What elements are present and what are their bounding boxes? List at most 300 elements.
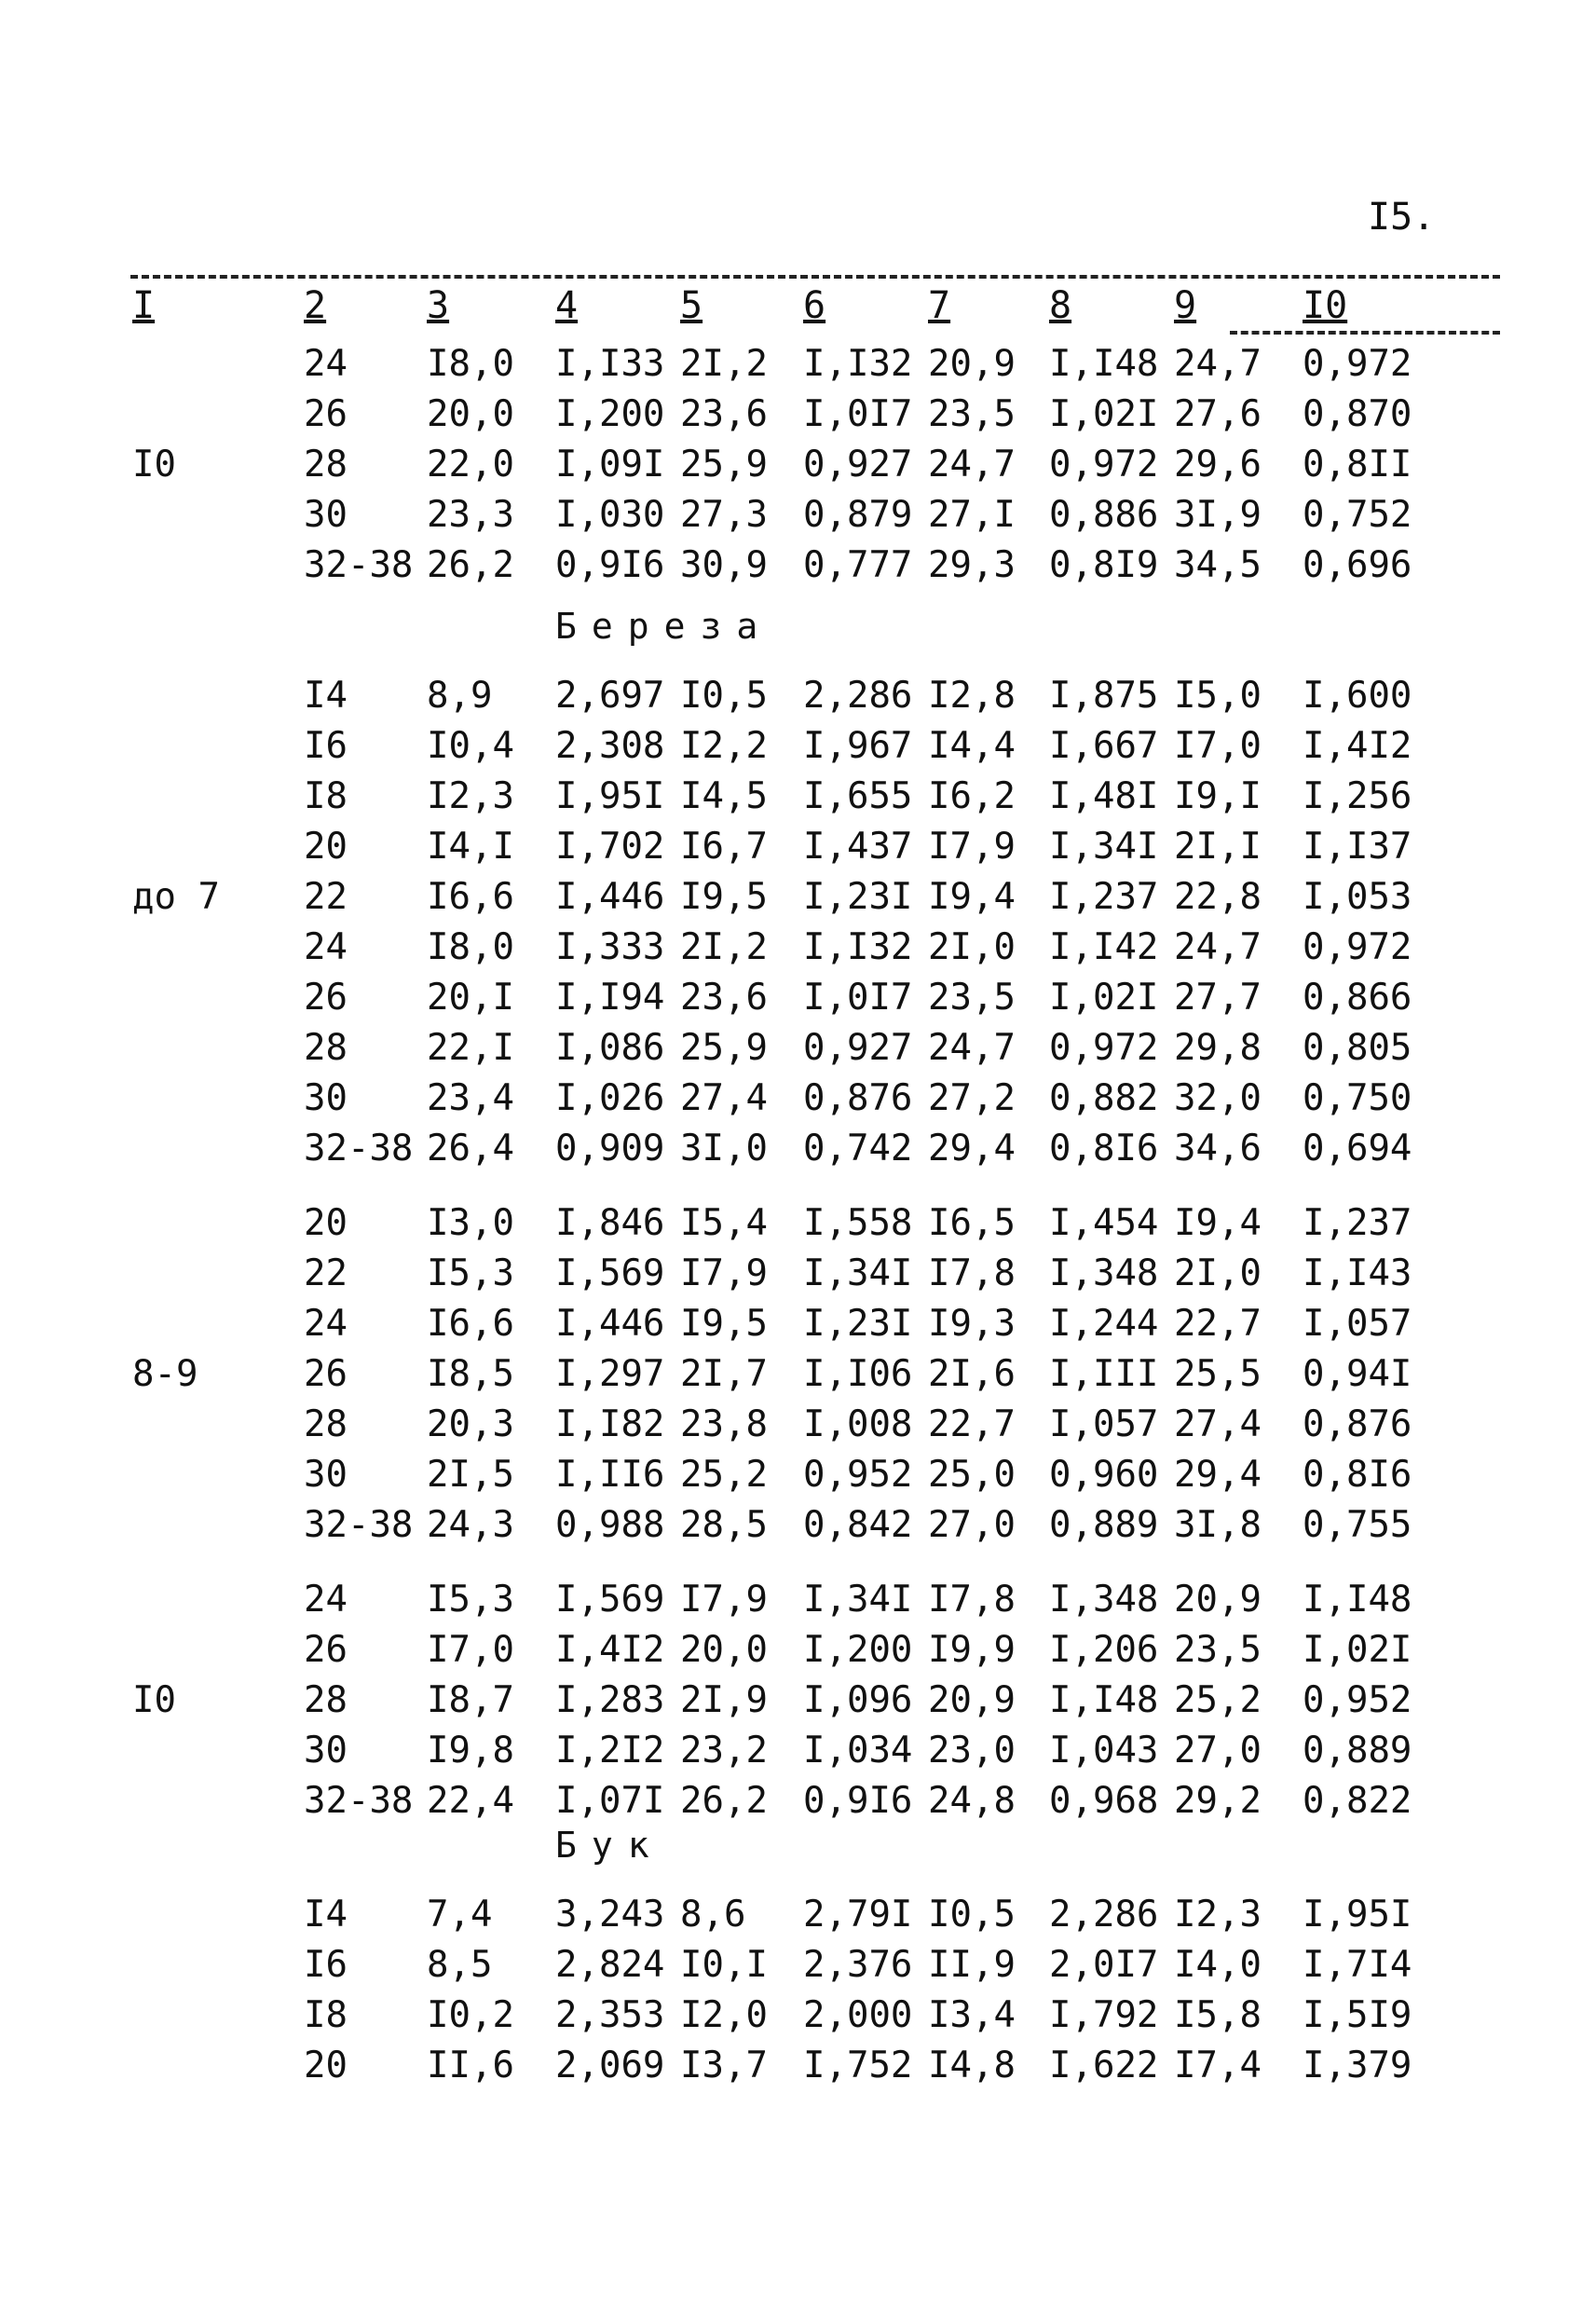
table-cell: 2I,6	[928, 1353, 1016, 1395]
table-cell: I,07I	[555, 1780, 665, 1822]
table-cell: 2I,2	[680, 343, 768, 385]
table-cell: I,34I	[1049, 826, 1159, 868]
table-cell: I6	[304, 1944, 348, 1986]
table-cell: I5,4	[680, 1202, 768, 1244]
table-cell: I,4I2	[1303, 725, 1412, 767]
table-cell: I,622	[1049, 2045, 1159, 2086]
table-cell: I,200	[803, 1629, 913, 1671]
table-cell: 0,876	[1303, 1403, 1412, 1445]
table-cell: I,244	[1049, 1303, 1159, 1345]
table-cell: I,752	[803, 2045, 913, 2086]
table-cell: 23,5	[928, 977, 1016, 1019]
column-header: I	[132, 284, 156, 327]
table-row	[0, 1579, 1596, 1625]
table-cell: 24,3	[427, 1504, 514, 1546]
table-cell: I4,4	[928, 725, 1016, 767]
table-cell: I7,4	[1174, 2045, 1262, 2086]
table-cell: 0,8I9	[1049, 544, 1159, 586]
table-cell: 29,4	[1174, 1454, 1262, 1496]
table-cell: I0,I	[680, 1944, 768, 1986]
table-cell: 0,972	[1049, 1027, 1159, 1069]
table-cell: I,2I2	[555, 1730, 665, 1772]
table-cell: I0,5	[680, 675, 768, 717]
table-cell: 26	[304, 977, 348, 1019]
table-cell: 20,0	[427, 393, 514, 435]
table-cell: 20	[304, 826, 348, 868]
table-cell: II,9	[928, 1944, 1016, 1986]
table-cell: I,I94	[555, 977, 665, 1019]
table-cell: 28	[304, 444, 348, 486]
table-cell: 27,7	[1174, 977, 1262, 1019]
page-number: I5.	[1368, 196, 1436, 239]
table-cell: 27,4	[1174, 1403, 1262, 1445]
table-cell: I,057	[1303, 1303, 1412, 1345]
table-cell: I,206	[1049, 1629, 1159, 1671]
table-cell: 0,882	[1049, 1077, 1159, 1119]
table-cell: I,I06	[803, 1353, 913, 1395]
table-cell: 25,5	[1174, 1353, 1262, 1395]
table-cell: I6,6	[427, 1303, 514, 1345]
table-cell: I,379	[1303, 2045, 1412, 2086]
table-cell: 22,8	[1174, 876, 1262, 918]
table-row	[0, 977, 1596, 1023]
table-cell: 8,6	[680, 1894, 746, 1936]
table-cell: 20,0	[680, 1629, 768, 1671]
table-cell: I7,9	[680, 1252, 768, 1294]
table-cell: I,7I4	[1303, 1944, 1412, 1986]
table-cell: I9,4	[1174, 1202, 1262, 1244]
table-cell: 24,7	[1174, 926, 1262, 968]
species-label-bereza: Береза	[555, 606, 773, 647]
table-cell: 30	[304, 1077, 348, 1119]
table-cell: 20,9	[928, 343, 1016, 385]
group-label: I0	[132, 444, 176, 486]
table-cell: 2,286	[803, 675, 913, 717]
table-cell: I,I48	[1303, 1579, 1412, 1621]
table-cell: I,333	[555, 926, 665, 968]
table-cell: 23,5	[928, 393, 1016, 435]
table-cell: 29,3	[928, 544, 1016, 586]
table-cell: 0,8I6	[1303, 1454, 1412, 1496]
table-cell: I,237	[1303, 1202, 1412, 1244]
table-row	[0, 1128, 1596, 1174]
table-cell: I,030	[555, 494, 665, 536]
group-label: I0	[132, 1679, 176, 1721]
table-cell: I8,0	[427, 926, 514, 968]
table-cell: I2,3	[1174, 1894, 1262, 1936]
table-cell: I,792	[1049, 1994, 1159, 2036]
table-cell: 2I,I	[1174, 826, 1262, 868]
table-cell: 0,960	[1049, 1454, 1159, 1496]
column-header: 3	[427, 284, 450, 327]
table-cell: 29,6	[1174, 444, 1262, 486]
table-cell: 20	[304, 2045, 348, 2086]
table-cell: I,569	[555, 1579, 665, 1621]
table-cell: 27,6	[1174, 393, 1262, 435]
table-row	[0, 393, 1596, 440]
table-cell: I,655	[803, 775, 913, 817]
table-cell: 25,2	[1174, 1679, 1262, 1721]
table-cell: I,446	[555, 1303, 665, 1345]
table-cell: 0,972	[1049, 444, 1159, 486]
table-cell: I4,0	[1174, 1944, 1262, 1986]
table-cell: I,02I	[1049, 393, 1159, 435]
table-cell: 2I,2	[680, 926, 768, 968]
table-cell: I9,5	[680, 1303, 768, 1345]
table-cell: 2I,9	[680, 1679, 768, 1721]
table-cell: 2I,5	[427, 1454, 514, 1496]
table-cell: I9,4	[928, 876, 1016, 918]
table-cell: 22,0	[427, 444, 514, 486]
table-cell: 23,6	[680, 977, 768, 1019]
table-cell: I9,8	[427, 1730, 514, 1772]
table-cell: 0,952	[1303, 1679, 1412, 1721]
column-header: 2	[304, 284, 327, 327]
table-cell: 20,9	[1174, 1579, 1262, 1621]
table-cell: I,437	[803, 826, 913, 868]
table-cell: I,846	[555, 1202, 665, 1244]
column-header: 5	[680, 284, 703, 327]
column-header: 8	[1049, 284, 1072, 327]
table-cell: I,200	[555, 393, 665, 435]
table-cell: I,23I	[803, 876, 913, 918]
table-cell: 25,9	[680, 444, 768, 486]
table-cell: 27,3	[680, 494, 768, 536]
table-cell: 2,308	[555, 725, 665, 767]
table-cell: 0,8II	[1303, 444, 1412, 486]
table-cell: I7,0	[427, 1629, 514, 1671]
table-row	[0, 1027, 1596, 1074]
table-cell: I,446	[555, 876, 665, 918]
table-row	[0, 1403, 1596, 1450]
table-cell: 20,9	[928, 1679, 1016, 1721]
table-cell: 3I,9	[1174, 494, 1262, 536]
table-cell: 2,376	[803, 1944, 913, 1986]
table-cell: 20	[304, 1202, 348, 1244]
table-row	[0, 494, 1596, 540]
table-cell: 30,9	[680, 544, 768, 586]
table-cell: 23,3	[427, 494, 514, 536]
table-cell: I,569	[555, 1252, 665, 1294]
table-cell: I7,9	[680, 1579, 768, 1621]
table-cell: 0,909	[555, 1128, 665, 1170]
table-cell: 0,805	[1303, 1027, 1412, 1069]
table-cell: I,297	[555, 1353, 665, 1395]
table-row	[0, 876, 1596, 923]
table-row	[0, 1780, 1596, 1826]
table-cell: 30	[304, 1454, 348, 1496]
table-cell: 7,4	[427, 1894, 493, 1936]
table-cell: I8	[304, 775, 348, 817]
group-label: 8-9	[132, 1353, 198, 1395]
table-row	[0, 444, 1596, 490]
table-cell: I,II6	[555, 1454, 665, 1496]
table-cell: 25,9	[680, 1027, 768, 1069]
table-cell: 24	[304, 1579, 348, 1621]
table-cell: 8,9	[427, 675, 493, 717]
table-cell: 23,2	[680, 1730, 768, 1772]
table-cell: 2,697	[555, 675, 665, 717]
table-cell: I,237	[1049, 876, 1159, 918]
table-cell: 23,5	[1174, 1629, 1262, 1671]
table-cell: I2,3	[427, 775, 514, 817]
table-cell: I,967	[803, 725, 913, 767]
table-cell: 32-38	[304, 1128, 414, 1170]
table-cell: I6,5	[928, 1202, 1016, 1244]
table-cell: 22,4	[427, 1780, 514, 1822]
table-cell: 2I,7	[680, 1353, 768, 1395]
group-label: до 7	[132, 876, 220, 918]
table-cell: I8,0	[427, 343, 514, 385]
table-cell: I9,5	[680, 876, 768, 918]
table-row	[0, 2045, 1596, 2091]
table-cell: I,09I	[555, 444, 665, 486]
table-cell: I,I32	[803, 343, 913, 385]
table-cell: 0,927	[803, 444, 913, 486]
table-cell: 22	[304, 1252, 348, 1294]
table-cell: 0,94I	[1303, 1353, 1412, 1395]
table-cell: 24	[304, 1303, 348, 1345]
table-cell: 24	[304, 926, 348, 968]
table-cell: 28	[304, 1027, 348, 1069]
table-cell: 0,752	[1303, 494, 1412, 536]
header-rule-bottom	[1230, 331, 1500, 335]
table-cell: 27,2	[928, 1077, 1016, 1119]
table-cell: 27,I	[928, 494, 1016, 536]
table-cell: I6,6	[427, 876, 514, 918]
table-cell: I,600	[1303, 675, 1412, 717]
table-row	[0, 675, 1596, 721]
table-cell: I4	[304, 1894, 348, 1936]
table-cell: I,34I	[803, 1579, 913, 1621]
table-cell: 0,755	[1303, 1504, 1412, 1546]
table-cell: 24,8	[928, 1780, 1016, 1822]
header-rule-top	[130, 275, 1500, 279]
table-row	[0, 775, 1596, 822]
table-cell: I6,2	[928, 775, 1016, 817]
table-cell: I,086	[555, 1027, 665, 1069]
table-cell: I,348	[1049, 1252, 1159, 1294]
table-cell: I8,5	[427, 1353, 514, 1395]
table-cell: 32,0	[1174, 1077, 1262, 1119]
table-cell: I5,3	[427, 1579, 514, 1621]
table-cell: I,043	[1049, 1730, 1159, 1772]
table-row	[0, 926, 1596, 973]
table-cell: 28	[304, 1679, 348, 1721]
table-cell: 23,0	[928, 1730, 1016, 1772]
table-cell: 25,2	[680, 1454, 768, 1496]
table-cell: 27,4	[680, 1077, 768, 1119]
table-cell: I,875	[1049, 675, 1159, 717]
column-header: I0	[1303, 284, 1348, 327]
table-cell: 24,7	[928, 444, 1016, 486]
table-cell: I3,4	[928, 1994, 1016, 2036]
table-cell: I5,0	[1174, 675, 1262, 717]
table-cell: 26,4	[427, 1128, 514, 1170]
table-cell: 28,5	[680, 1504, 768, 1546]
table-cell: 32-38	[304, 1780, 414, 1822]
table-cell: 8,5	[427, 1944, 493, 1986]
table-cell: 30	[304, 494, 348, 536]
table-cell: I2,2	[680, 725, 768, 767]
table-cell: I5,3	[427, 1252, 514, 1294]
table-row	[0, 343, 1596, 390]
table-cell: I,I48	[1049, 1679, 1159, 1721]
table-cell: I6,7	[680, 826, 768, 868]
table-cell: I8	[304, 1994, 348, 2036]
table-cell: 32-38	[304, 544, 414, 586]
table-cell: 0,972	[1303, 926, 1412, 968]
table-cell: I,558	[803, 1202, 913, 1244]
table-cell: 0,879	[803, 494, 913, 536]
table-cell: I,0I7	[803, 393, 913, 435]
table-cell: 27,0	[1174, 1730, 1262, 1772]
table-cell: 2,824	[555, 1944, 665, 1986]
table-cell: 26	[304, 1629, 348, 1671]
table-cell: I9,9	[928, 1629, 1016, 1671]
table-cell: 0,8I6	[1049, 1128, 1159, 1170]
table-cell: 34,6	[1174, 1128, 1262, 1170]
table-cell: I,454	[1049, 1202, 1159, 1244]
table-cell: 26	[304, 393, 348, 435]
table-cell: I7,8	[928, 1579, 1016, 1621]
table-cell: 3,243	[555, 1894, 665, 1936]
table-cell: I,053	[1303, 876, 1412, 918]
table-cell: I,034	[803, 1730, 913, 1772]
table-cell: I,256	[1303, 775, 1412, 817]
table-cell: 2I,0	[1174, 1252, 1262, 1294]
table-cell: I,95I	[1303, 1894, 1412, 1936]
table-cell: I,008	[803, 1403, 913, 1445]
table-cell: 23,6	[680, 393, 768, 435]
table-cell: 0,927	[803, 1027, 913, 1069]
table-cell: I6	[304, 725, 348, 767]
table-cell: 0,876	[803, 1077, 913, 1119]
table-cell: 0,822	[1303, 1780, 1412, 1822]
table-cell: I9,3	[928, 1303, 1016, 1345]
table-cell: I,4I2	[555, 1629, 665, 1671]
table-cell: 3I,0	[680, 1128, 768, 1170]
table-cell: 0,889	[1303, 1730, 1412, 1772]
table-cell: 20,I	[427, 977, 514, 1019]
table-cell: I4,5	[680, 775, 768, 817]
table-cell: 0,750	[1303, 1077, 1412, 1119]
table-cell: 0,777	[803, 544, 913, 586]
table-cell: 2,0I7	[1049, 1944, 1159, 1986]
table-cell: I4,I	[427, 826, 514, 868]
table-cell: I,I32	[803, 926, 913, 968]
table-cell: I,026	[555, 1077, 665, 1119]
table-cell: I0,4	[427, 725, 514, 767]
table-cell: 2,069	[555, 2045, 665, 2086]
table-cell: I,283	[555, 1679, 665, 1721]
table-cell: 26,2	[680, 1780, 768, 1822]
table-row	[0, 1353, 1596, 1400]
table-row	[0, 1454, 1596, 1500]
table-cell: 22,I	[427, 1027, 514, 1069]
table-row	[0, 1629, 1596, 1676]
table-cell: 22,7	[928, 1403, 1016, 1445]
table-cell: I,02I	[1303, 1629, 1412, 1671]
table-row	[0, 725, 1596, 772]
table-cell: I7,9	[928, 826, 1016, 868]
table-cell: I2,0	[680, 1994, 768, 2036]
table-cell: 0,972	[1303, 343, 1412, 385]
table-cell: I,34I	[803, 1252, 913, 1294]
table-row	[0, 1894, 1596, 1940]
table-cell: I7,8	[928, 1252, 1016, 1294]
table-cell: 0,968	[1049, 1780, 1159, 1822]
table-cell: 32-38	[304, 1504, 414, 1546]
table-cell: 26,2	[427, 544, 514, 586]
table-row	[0, 1994, 1596, 2041]
table-cell: I3,0	[427, 1202, 514, 1244]
table-cell: 24	[304, 343, 348, 385]
table-cell: I9,I	[1174, 775, 1262, 817]
table-cell: I,I37	[1303, 826, 1412, 868]
table-row	[0, 544, 1596, 591]
table-cell: I,I42	[1049, 926, 1159, 968]
table-cell: 23,4	[427, 1077, 514, 1119]
table-cell: I,057	[1049, 1403, 1159, 1445]
table-cell: 0,952	[803, 1454, 913, 1496]
table-cell: 0,694	[1303, 1128, 1412, 1170]
table-cell: I,096	[803, 1679, 913, 1721]
table-cell: I,I33	[555, 343, 665, 385]
table-row	[0, 1303, 1596, 1349]
table-cell: I8,7	[427, 1679, 514, 1721]
table-cell: 22	[304, 876, 348, 918]
table-cell: 0,9I6	[555, 544, 665, 586]
table-cell: 23,8	[680, 1403, 768, 1445]
table-cell: 25,0	[928, 1454, 1016, 1496]
table-cell: 26	[304, 1353, 348, 1395]
table-cell: 0,742	[803, 1128, 913, 1170]
table-cell: I3,7	[680, 2045, 768, 2086]
table-cell: 34,5	[1174, 544, 1262, 586]
table-row	[0, 1944, 1596, 1991]
table-cell: 0,9I6	[803, 1780, 913, 1822]
table-cell: 2,79I	[803, 1894, 913, 1936]
table-cell: I4,8	[928, 2045, 1016, 2086]
table-cell: 29,4	[928, 1128, 1016, 1170]
table-cell: 2I,0	[928, 926, 1016, 968]
table-cell: 29,8	[1174, 1027, 1262, 1069]
table-cell: 24,7	[928, 1027, 1016, 1069]
table-cell: I0,2	[427, 1994, 514, 2036]
table-cell: 29,2	[1174, 1780, 1262, 1822]
table-cell: 0,842	[803, 1504, 913, 1546]
table-cell: 20,3	[427, 1403, 514, 1445]
table-cell: I,95I	[555, 775, 665, 817]
table-cell: I,02I	[1049, 977, 1159, 1019]
column-header: 6	[803, 284, 826, 327]
table-cell: I,I43	[1303, 1252, 1412, 1294]
table-cell: I0,5	[928, 1894, 1016, 1936]
table-cell: I,48I	[1049, 775, 1159, 817]
table-cell: 2,286	[1049, 1894, 1159, 1936]
table-cell: I,5I9	[1303, 1994, 1412, 2036]
table-cell: 0,988	[555, 1504, 665, 1546]
table-row	[0, 826, 1596, 872]
table-row	[0, 1504, 1596, 1551]
table-row	[0, 1679, 1596, 1726]
column-header: 4	[555, 284, 579, 327]
column-header: 7	[928, 284, 951, 327]
table-cell: I,I82	[555, 1403, 665, 1445]
table-cell: 3I,8	[1174, 1504, 1262, 1546]
table-cell: 28	[304, 1403, 348, 1445]
